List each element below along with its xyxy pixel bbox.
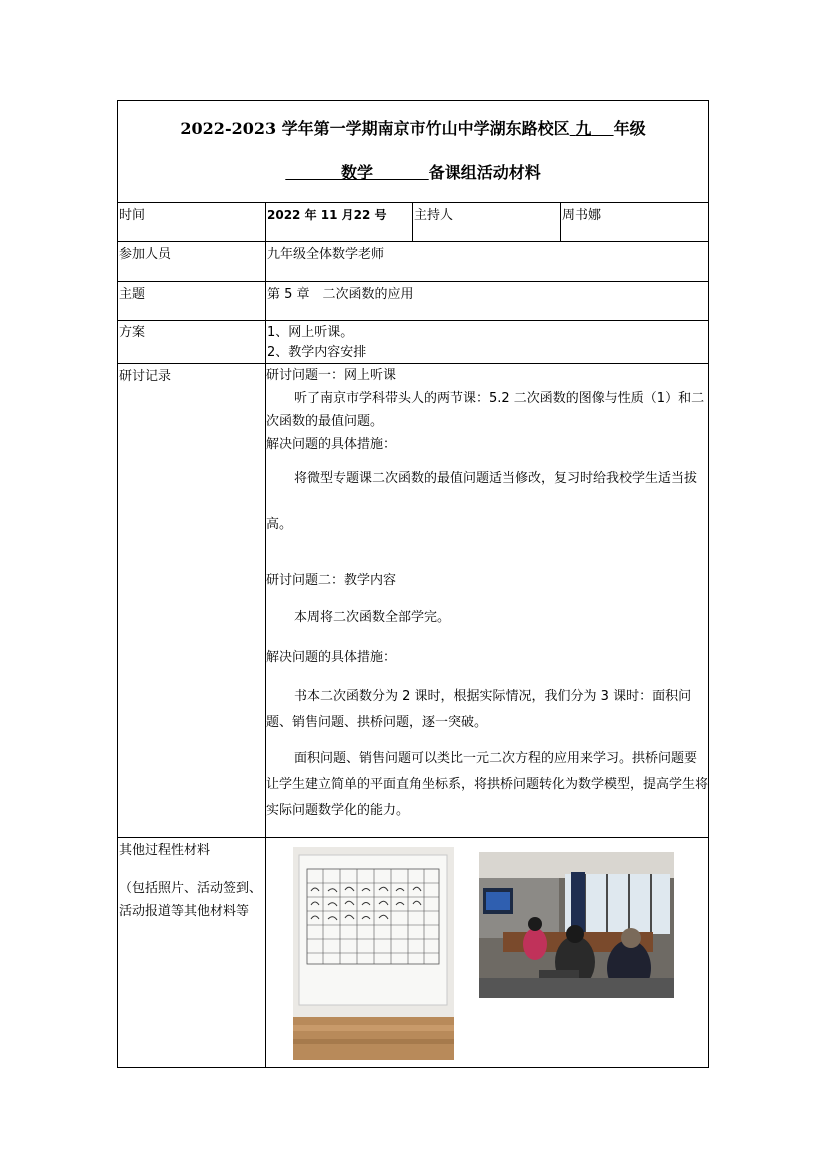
participants-label: 参加人员 <box>119 247 172 262</box>
title-suffix: 年级 <box>613 119 646 138</box>
meeting-photo <box>479 852 674 998</box>
column-divider <box>412 202 413 241</box>
topic-value: 第 5 章 二次函数的应用 <box>267 287 414 302</box>
record-block-2 <box>266 569 708 592</box>
measures-label: 解决问题的具体措施： <box>266 437 397 452</box>
q2-measure-paragraph: 书本二次函数分为 2 课时，根据实际情况，我们分为 3 课时：面积问题、销售问题、拱桥问题，逐一突破。 <box>266 689 692 730</box>
q2-title: 研讨问题二：教学内容 <box>266 573 397 588</box>
title-line-2 <box>117 160 709 183</box>
q1-measure-paragraph: 将微型专题课二次函数的最值问题适当修改，复习时给我校学生适当拔高。 <box>266 471 698 532</box>
topic-label: 主题 <box>119 287 146 302</box>
time-value: 2022 年 11 月22 号 <box>267 208 387 222</box>
column-divider <box>265 202 266 1068</box>
participants-value: 九年级全体数学老师 <box>267 247 385 262</box>
row-divider <box>117 320 709 321</box>
record-block-3 <box>266 606 708 629</box>
record-block-4 <box>266 646 708 669</box>
row-divider <box>117 202 709 203</box>
time-label: 时间 <box>119 208 146 223</box>
title-prefix: 2022-2023 学年第一学期南京市竹山中学湖东路校区 <box>180 119 570 138</box>
q1-paragraph: 听了南京市学科带头人的两节课：5.2 二次函数的图像与性质（1）和二次函数的最值问题。 <box>266 391 705 429</box>
other-note: （包括照片、活动签到、活动报道等其他材料等 <box>119 881 263 919</box>
title-suffix-2: 备课组活动材料 <box>428 163 541 182</box>
plan-item: 1、网上听课。 <box>267 325 354 340</box>
column-divider <box>560 202 561 241</box>
grade-field: 九 <box>575 119 592 138</box>
meeting-image <box>479 852 674 998</box>
row-divider <box>117 241 709 242</box>
sign-in-sheet-photo <box>293 847 454 1060</box>
q2-analogy-paragraph: 面积问题、销售问题可以类比一元二次方程的应用来学习。拱桥问题要让学生建立简单的平面直角坐标系，将拱桥问题转化为数学模型，提高学生将实际问题数学化的能力。 <box>266 751 709 818</box>
row-divider <box>117 837 709 838</box>
plan-label: 方案 <box>119 325 146 340</box>
title-line-1 <box>117 116 709 139</box>
plan-item: 2、教学内容安排 <box>267 345 367 360</box>
subject-field: 数学 <box>340 163 373 182</box>
row-divider <box>117 281 709 282</box>
sign-in-sheet-image <box>293 847 454 1060</box>
record-block-1 <box>266 364 708 548</box>
record-label: 研讨记录 <box>119 369 172 384</box>
other-label: 其他过程性材料 <box>119 843 211 858</box>
host-label: 主持人 <box>414 208 454 223</box>
record-block-5 <box>266 684 708 736</box>
host-value: 周书娜 <box>562 208 602 223</box>
q1-title: 研讨问题一：网上听课 <box>266 368 397 383</box>
measures-label: 解决问题的具体措施： <box>266 650 397 665</box>
record-block-6 <box>266 746 708 824</box>
q2-paragraph: 本周将二次函数全部学完。 <box>294 610 451 625</box>
